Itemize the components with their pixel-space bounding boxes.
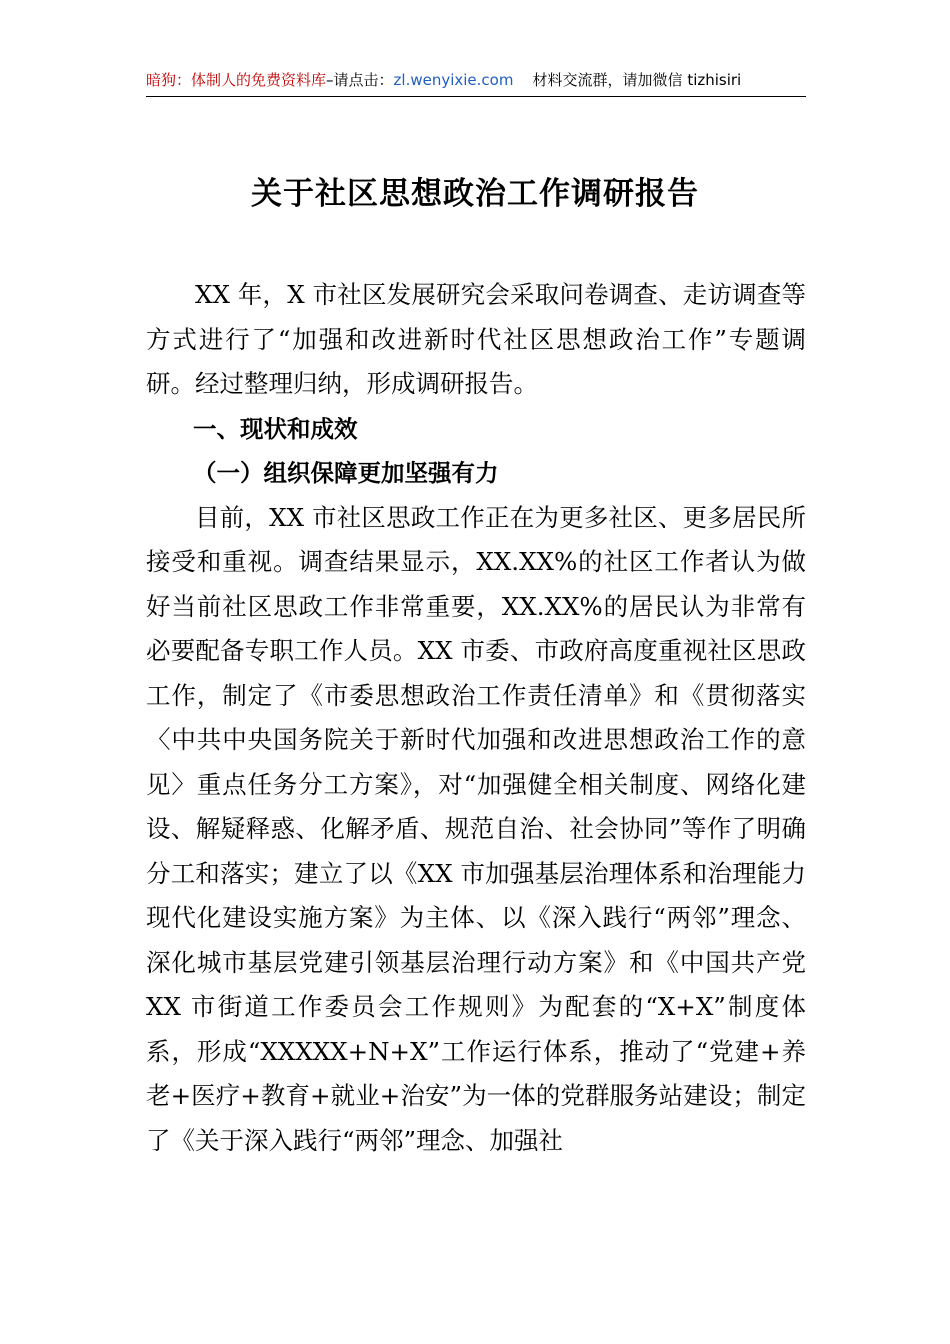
page-header <box>146 64 806 97</box>
body-paragraph: 目前，XX 市社区思政工作正在为更多社区、更多居民所接受和重视。调查结果显示，XX.XX%的社区工作者认为做好当前社区思政工作非常重要，XX.XX%的居民认为非常有必要配备专职工作人员。XX 市委、市政府高度重视社区思政工作，制定了《市委思想政治工作责任清单》和《贯彻落实〈中共中央国务院关于新时代加强和改进思想政治工作的意见〉重点任务分工方案》，对“加强健全相关制度、网络化建设、解疑释惑、化解矛盾、规范自治、社会协同”等作了明确分工和落实；建立了以《XX 市加强基层治理体系和治理能力现代化建设实施方案》为主体、以《深入践行“两邻”理念、深化城市基层党建引领基层治理行动方案》和《中国共产党 XX 市街道工作委员会工作规则》为配套的“X+X”制度体系，形成“XXXXX+N+X”工作运行体系，推动了“党建+养老+医疗+教育+就业+治安”为一体的党群服务站建设；制定了《关于深入践行“两邻”理念、加强社 <box>146 502 806 1155</box>
header-brand: 暗狗：体制人的免费资料库 <box>146 71 327 89</box>
document-body <box>146 273 806 1163</box>
intro-paragraph: XX 年，X 市社区发展研究会采取问卷调查、走访调查等方式进行了“加强和改进新时代社区思想政治工作”专题调研。经过整理归纳，形成调研报告。 <box>146 280 806 398</box>
header-click-prefix: –请点击： <box>326 71 394 89</box>
document-title: 关于社区思想政治工作调研报告 <box>251 176 699 212</box>
subsection-heading: （一）组织保障更加坚强有力 <box>193 459 499 487</box>
header-wechat: 材料交流群，请加微信 tizhisiri <box>532 71 742 89</box>
section-heading: 一、现状和成效 <box>193 414 358 443</box>
header-url-link[interactable]: zl.wenyixie.com <box>393 71 514 89</box>
